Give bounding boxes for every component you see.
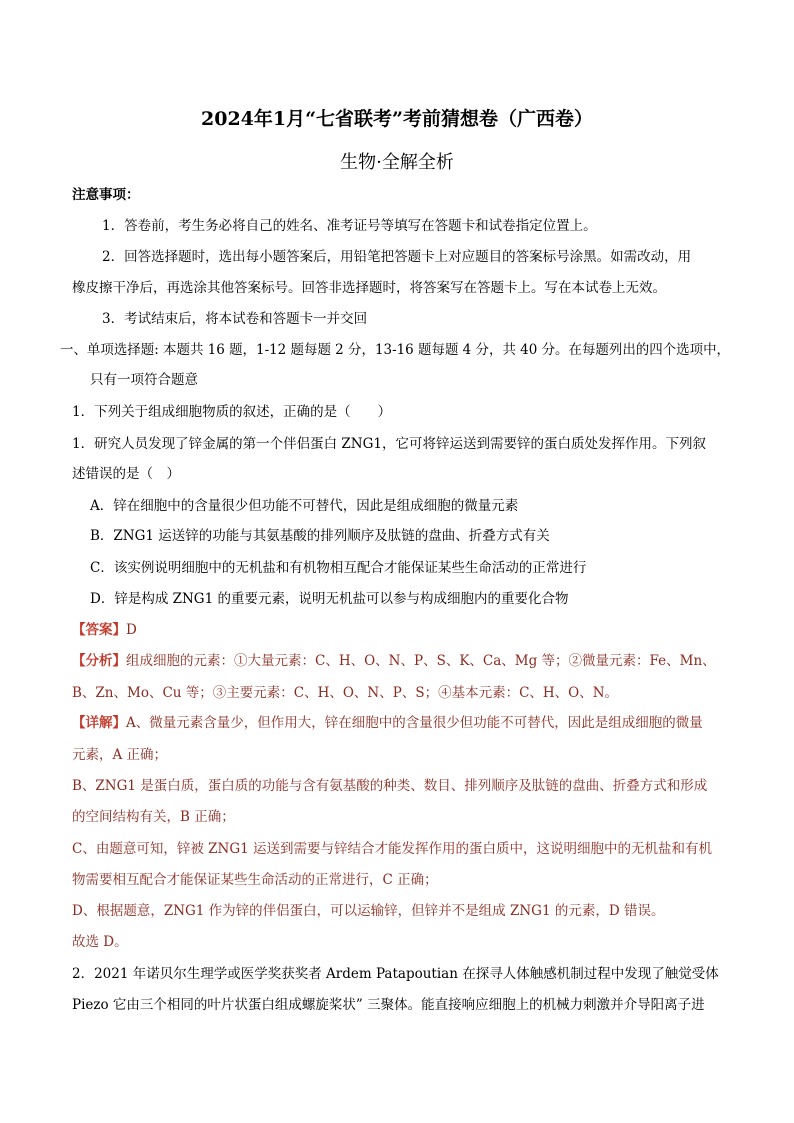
- question-2-line-1: 2．2021 年诺贝尔生理学或医学奖获奖者 Ardem Patapoutian 在探寻人体触感机制过程中发现了触觉受体: [72, 966, 719, 982]
- section-heading-line-1: 一、单项选择题: 本题共 16 题，1-12 题每题 2 分，13-16 题每题 4 分，共 40 分。在每题列出的四个选项中，: [60, 342, 731, 358]
- conclusion-line: 故选 D。: [72, 934, 128, 950]
- answer-tag: 【答案】: [72, 622, 126, 638]
- section-heading-line-2: 只有一项符合题意: [90, 372, 198, 388]
- question-1-option-b: B．ZNG1 运送锌的功能与其氨基酸的排列顺序及肽链的盘曲、折叠方式有关: [90, 528, 550, 544]
- question-2-line-2: Piezo 它由三个相同的叶片状蛋白组成螺旋桨状” 三聚体。能直接响应细胞上的机械力刺激并介导阳离子进: [72, 997, 705, 1013]
- question-1-option-a: A．锌在细胞中的含量很少但功能不可替代，因此是组成细胞的微量元素: [90, 498, 519, 514]
- detail-b-line-1: B、ZNG1 是蛋白质，蛋白质的功能与含有氨基酸的种类、数目、排列顺序及肽链的盘曲、折叠方式和形成: [72, 778, 708, 794]
- question-1-option-c: C．该实例说明细胞中的无机盐和有机物相互配合才能保证某些生命活动的正常进行: [90, 560, 587, 576]
- notice-heading: 注意事项：: [72, 187, 140, 203]
- detail-line-1: [72, 714, 703, 732]
- question-1-stem-line-2: 述错误的是（ ）: [72, 466, 180, 482]
- detail-c-line-2: 物需要相互配合才能保证某些生命活动的正常进行，C 正确；: [72, 872, 438, 888]
- answer-value: D: [126, 622, 137, 638]
- answer-line: [72, 621, 137, 639]
- analysis-line-2: B、Zn、Mo、Cu 等；③主要元素：C、H、O、N、P、S；④基本元素：C、H、O、N。: [72, 685, 619, 701]
- question-1-stem-line-1: 1．研究人员发现了锌金属的第一个伴侣蛋白 ZNG1，它可将锌运送到需要锌的蛋白质处发挥作用。下列叙: [72, 436, 706, 452]
- analysis-line-1: [72, 652, 716, 670]
- question-1-header: 1．下列关于组成细胞物质的叙述，正确的是（ ）: [72, 404, 392, 420]
- page-title: 2024年1月“七省联考”考前猜想卷（广西卷）: [201, 108, 593, 130]
- notice-item-2-line-2: 橡皮擦干净后，再选涂其他答案标号。回答非选择题时，将答案写在答题卡上。写在本试卷上无效。: [72, 280, 666, 296]
- detail-d-line: D、根据题意，ZNG1 作为锌的伴侣蛋白，可以运输锌，但锌并不是组成 ZNG1 的元素，D 错误。: [72, 903, 665, 919]
- notice-item-1: 1．答卷前，考生务必将自己的姓名、准考证号等填写在答题卡和试卷指定位置上。: [102, 218, 597, 234]
- analysis-tag: 【分析】: [72, 653, 126, 669]
- detail-b-line-2: 的空间结构有关，B 正确；: [72, 809, 235, 825]
- question-1-option-d: D．锌是构成 ZNG1 的重要元素，说明无机盐可以参与构成细胞内的重要化合物: [90, 591, 569, 607]
- detail-a-text-1: A、微量元素含量少，但作用大，锌在细胞中的含量很少但功能不可替代，因此是组成细胞的微量: [126, 715, 703, 731]
- analysis-text-1: 组成细胞的元素：①大量元素：C、H、O、N、P、S、K、Ca、Mg 等；②微量元素：Fe、Mn、: [126, 653, 716, 669]
- notice-item-2-line-1: 2．回答选择题时，选出每小题答案后，用铅笔把答题卡上对应题目的答案标号涂黑。如需改动，用: [102, 249, 692, 265]
- detail-c-line-1: C、由题意可知，锌被 ZNG1 运送到需要与锌结合才能发挥作用的蛋白质中，这说明细胞中的无机盐和有机: [72, 841, 712, 857]
- notice-item-3: 3．考试结束后，将本试卷和答题卡一并交回: [102, 311, 368, 327]
- page-subtitle: 生物·全解全析: [340, 152, 454, 173]
- detail-tag: 【详解】: [72, 715, 126, 731]
- detail-a-line-2: 元素，A 正确；: [72, 747, 168, 763]
